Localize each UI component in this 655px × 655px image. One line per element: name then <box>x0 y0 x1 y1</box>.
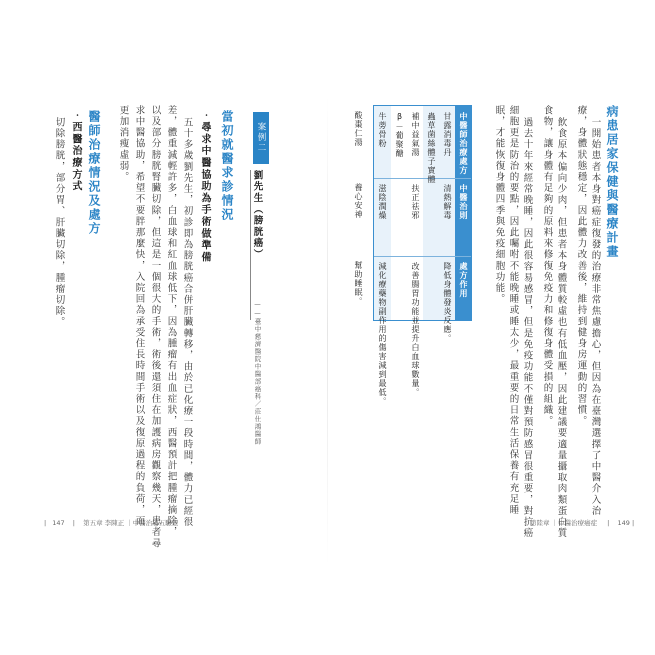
left-paragraph-5: 更加消瘦虛弱。 <box>117 105 129 183</box>
table-header-principle: 中醫治則 <box>459 184 468 220</box>
right-page-number: 149 <box>617 519 630 527</box>
right-paragraph-6: 細胞更是防治的要點，因此囑咐不能晚睡或睡太少，最重要的日常生活保養有充足睡 <box>507 105 519 516</box>
table-row: 蟲草菌絲體子實體 <box>427 112 436 184</box>
left-paragraph-1: 五十多歲劉先生，初診即為膀胱癌合併肝臟轉移，由於已化療一段時間，體力已經很 <box>181 117 193 528</box>
left-heading-1: 當初就醫求診情況 <box>220 110 234 222</box>
right-heading: 病患居家保健與醫療計畫 <box>605 105 619 259</box>
left-subheading-2: ‧西醫治療方式 <box>70 110 81 193</box>
table-row: 清熱解毒 <box>443 184 452 220</box>
case-tag: 案例二 <box>253 112 269 164</box>
table-row: 滋陰潤燥 <box>378 184 387 220</box>
table-header-effect: 處方作用 <box>459 262 468 298</box>
right-paragraph-1: 一開始患者本身對癌症復發的治療非常焦慮擔心，但因為在臺灣選擇了中醫介入治 <box>589 117 601 517</box>
table-row: 甘露消毒丹 <box>443 112 452 157</box>
right-paragraph-2: 療，身體狀態穩定，因此體力改善後，維持到健身房運動的習慣。 <box>575 105 587 427</box>
left-heading-2: 醫師治療情況及處方 <box>87 110 101 236</box>
left-paragraph-6: 切除膀胱，部分胃、肝臟切除，腫瘤切除。 <box>53 117 65 328</box>
right-footer-text: 第陸章 ｜中醫治療癌症 <box>530 519 598 527</box>
right-footer: 第陸章 ｜中醫治療癌症 | 149 | <box>530 519 635 527</box>
left-paragraph-2: 差，體重減輕許多，白血球和紅血球低下，因為腫瘤有出血症狀，西醫預計把腫瘤摘除， <box>165 105 177 538</box>
right-paragraph-5: 過去十年來經常晚睡，因此很容易感冒，但是免疫功能不僅對預防感冒很重要，對抗癌 <box>521 117 533 539</box>
page-gutter <box>327 95 328 565</box>
table-row: 養心安神 <box>354 183 363 219</box>
right-paragraph-4: 食物，讓身體有足夠的原料來修復免疫力和修復身體受損的組織。 <box>541 105 553 427</box>
left-footer: | 147 | 第五章 李陳正 ｜中醫治癌五驗塑 <box>44 519 179 527</box>
left-footer-text: 第五章 李陳正 ｜中醫治癌五驗塑 <box>83 519 179 527</box>
table-row: 酸棗仁湯 <box>354 111 363 147</box>
prescription-table <box>373 105 472 406</box>
table-row: 補中益氣湯 <box>411 112 420 157</box>
right-paragraph-7: 眠，才能恢復身體四季與免疫細胞功能。 <box>493 105 505 305</box>
table-row: β－葡聚醣 <box>395 112 404 158</box>
left-paragraph-4: 求中醫協助，希望不要胖那麼快，入院回為承受住長時間手術以及復原過程的負荷，而 <box>133 105 145 527</box>
patient-underline <box>250 170 251 320</box>
left-page-number: 147 <box>52 519 65 527</box>
patient-name: 劉先生（膀胱癌） <box>251 170 263 261</box>
right-paragraph-3: 飲食原本偏向少肉，但患者本身體質較虛也有低血壓，因此建議要適量攝取肉類蛋白質 <box>555 117 567 539</box>
table-row: 扶正祛邪 <box>411 184 420 220</box>
table-row: 改善腸胃功能並提升白血球數量。 <box>411 262 420 397</box>
table-row: 牛蒡骨粉 <box>378 112 387 148</box>
table-header-prescription: 中醫師治療處方 <box>459 112 468 175</box>
table-row: 減化療藥物副作用的傷害減到最低。 <box>378 262 387 406</box>
left-paragraph-3: 以及部分膀胱腎臟切除，但這是一個很大的手術，術後還須住在加護病房觀察幾天，患者尋 <box>149 105 161 549</box>
table-row: 幫助睡眠。 <box>354 261 363 306</box>
table-row: 降低身體發炎反應。 <box>443 262 452 343</box>
doctor-credit: ——臺中慈濟醫院中醫部癌科／莊仕鴻醫師 <box>253 300 262 446</box>
left-subheading-1: ‧尋求中醫協助為手術做準備 <box>199 110 210 264</box>
